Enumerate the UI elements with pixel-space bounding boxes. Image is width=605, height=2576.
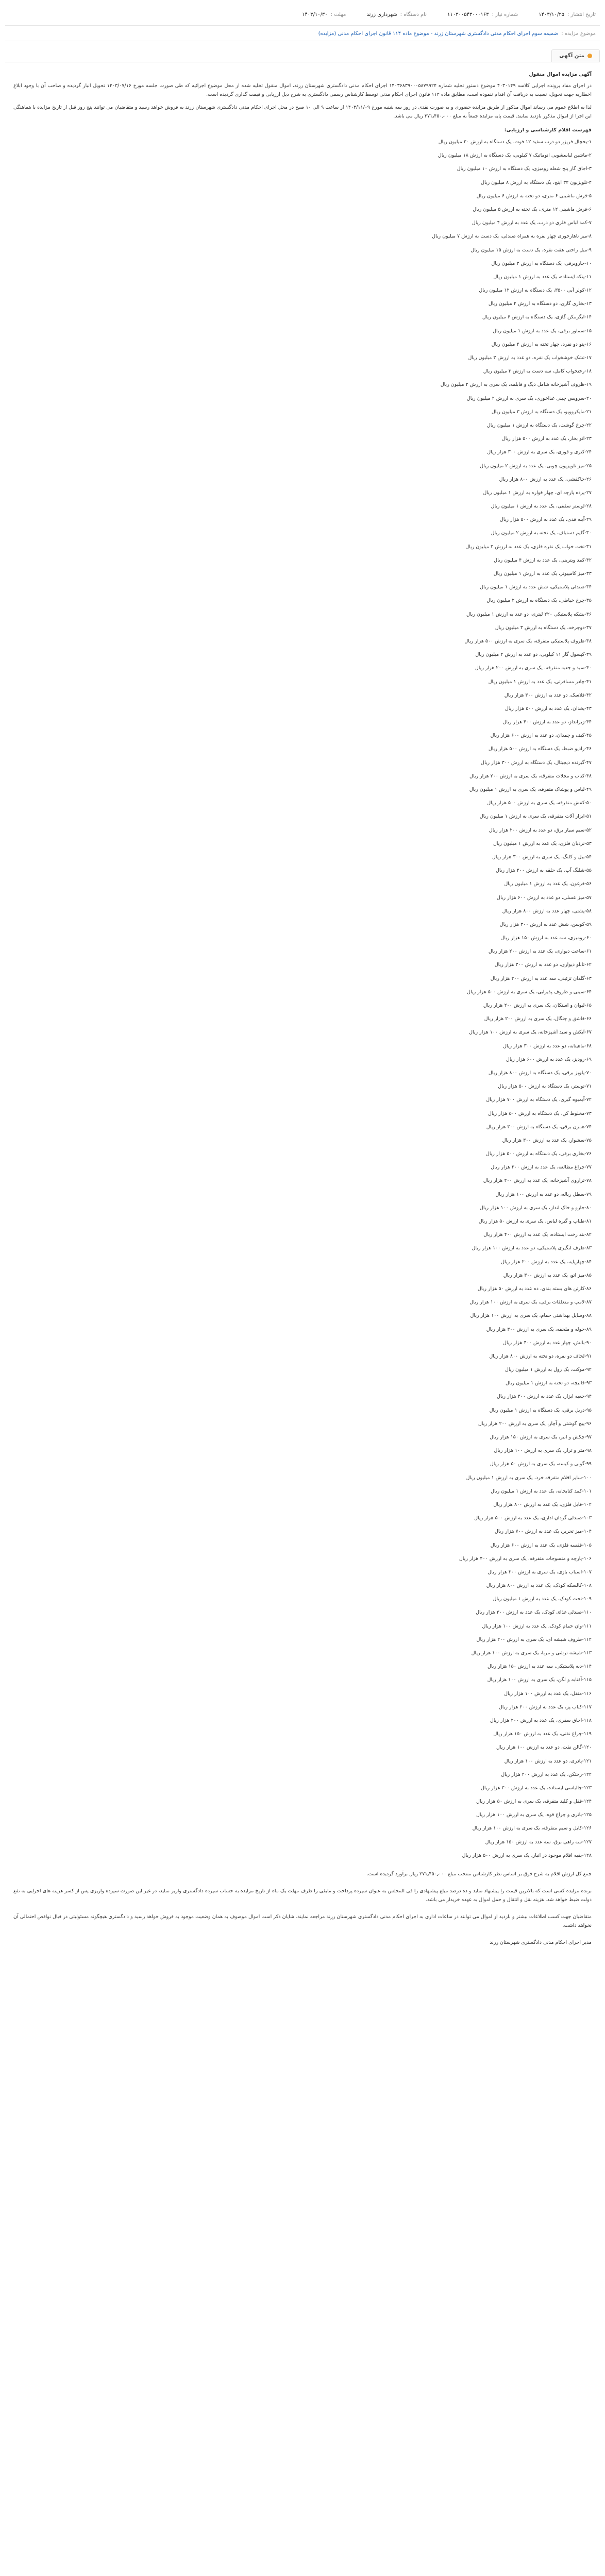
list-item: ۱۸-رختخواب کامل، سه دست به ارزش ۳ میلیون ریال	[483, 368, 592, 375]
list-item: ۱۰۲-فایل فلزی، یک عدد به ارزش ۸۰۰ هزار ریال	[493, 1501, 592, 1507]
list-item: ۷۲-آبمیوه گیری، یک دستگاه به ارزش ۷۰۰ هزار ریال	[486, 1097, 592, 1103]
ad-closing-paragraph-1: جمع کل ارزش اقلام به شرح فوق بر اساس نظر کارشناس منتخب مبلغ ۲۷۱٫۴۵۰٫۰۰۰ ریال برآورد گردیده است.	[366, 1871, 592, 1877]
list-item: ۴۴-زیرانداز، دو عدد به ارزش ۴۰۰ هزار ریال	[502, 719, 592, 725]
list-item: ۷۹-سطل زباله، دو عدد به ارزش ۱۰۰ هزار ریال	[495, 1191, 592, 1197]
ad-intro-paragraph-1: در اجرای مفاد پرونده اجرایی کلاسه ۴۰۳۰۱۴۹ موضوع دستور تخلیه شماره ۱۴۰۳۶۸۳۹۰۰۰۵۸۷۹۹۲۴ اجرای احکام مدنی دادگستری شهرستان زرند، اموال منقول تخلیه شده از محل موضوع اجرائیه که طی صورت جلسه مورخ ۱۴۰۳/۰۷/۱۶ تحویل انبار گردیده و صاحب آن با وجود ابلاغ اخطاریه جهت تحویل، نسبت به دریافت آن اقدام ننموده است، مطابق ماده ۱۱۴ قانون اجرای احکام مدنی توسط کارشناس رسمی دادگستری به شرح ذیل ارزیابی و قیمت گذاری گردیده است.	[13, 83, 592, 97]
subject-row	[5, 27, 600, 41]
list-item: ۱۲۶-کابل و سیم متفرقه، یک سری به ارزش ۱۰۰ هزار ریال	[472, 1825, 592, 1832]
list-item: ۲۰-سرویس چینی غذاخوری، یک سری به ارزش ۲ میلیون ریال	[466, 395, 592, 401]
list-item: ۳-اجاق گاز پنج شعله رومیزی، یک دستگاه به ارزش ۱۰ میلیون ریال	[457, 166, 592, 172]
list-item: ۵۸-پشتی، چهار عدد به ارزش ۸۰۰ هزار ریال	[502, 908, 592, 914]
list-item: ۶۸-ماهیتابه، دو عدد به ارزش ۳۰۰ هزار ریال	[503, 1043, 592, 1049]
ad-content	[5, 62, 600, 1971]
list-item: ۹۶-پیچ گوشتی و آچار، یک سری به ارزش ۲۰۰ هزار ریال	[478, 1420, 592, 1427]
list-item: ۲۸-لوستر سقفی، یک عدد به ارزش ۱ میلیون ریال	[491, 503, 592, 510]
list-item: ۳۶-بشکه پلاستیکی ۲۲۰ لیتری، دو عدد به ارزش ۱ میلیون ریال	[466, 611, 592, 617]
list-item: ۴۰-سبد و جعبه متفرقه، یک سری به ارزش ۲۰۰ هزار ریال	[475, 665, 592, 671]
list-item: ۸۰-جارو و خاک انداز، یک سری به ارزش ۱۰۰ هزار ریال	[480, 1205, 592, 1211]
publish-date	[539, 12, 596, 18]
bullet-icon	[587, 54, 592, 58]
tab-row	[5, 49, 600, 62]
list-item: ۷۶-بخاری برقی، یک دستگاه به ارزش ۵۰۰ هزار ریال	[485, 1151, 592, 1157]
list-item: ۱۵-سماور برقی، یک عدد به ارزش ۱ میلیون ریال	[493, 328, 592, 334]
list-item: ۱۱۱-وان حمام کودک، یک عدد به ارزش ۱۰۰ هزار ریال	[482, 1623, 592, 1629]
list-item: ۱۱۶-منقل، یک عدد به ارزش ۱۰۰ هزار ریال	[504, 1690, 592, 1697]
list-item: ۶۵-لیوان و استکان، یک سری به ارزش ۲۰۰ هزار ریال	[483, 1003, 592, 1008]
list-item: ۶۶-قاشق و چنگال، یک سری به ارزش ۲۰۰ هزار ریال	[484, 1016, 592, 1022]
list-item: ۳۹-کپسول گاز ۱۱ کیلویی، دو عدد به ارزش ۲ میلیون ریال	[475, 652, 592, 658]
list-item: ۳۳-میز کامپیوتر، یک عدد به ارزش ۱ میلیون ریال	[493, 571, 592, 577]
list-item: ۱۱۵-آفتابه و لگن، یک سری به ارزش ۱۰۰ هزار ریال	[487, 1677, 592, 1683]
list-item: ۱-یخچال فریزر دو درب سفید ۱۲ فوت، یک دستگاه به ارزش ۲۰ میلیون ریال	[438, 139, 592, 145]
list-item: ۱۰۹-تخت کودک، یک عدد به ارزش ۱ میلیون ریال	[493, 1596, 592, 1602]
list-item: ۱۲۱-پادری، دو عدد به ارزش ۱۰۰ هزار ریال	[504, 1758, 592, 1764]
request-number	[447, 12, 518, 18]
list-item: ۹۳-قالیچه، دو تخته به ارزش ۱ میلیون ریال	[506, 1380, 592, 1386]
list-item: ۸۹-حوله و ملحفه، یک سری به ارزش ۳۰۰ هزار ریال	[486, 1326, 592, 1332]
list-item: ۷۳-مخلوط کن، یک دستگاه به ارزش ۵۰۰ هزار ریال	[488, 1110, 592, 1116]
list-item: ۱۴-آبگرمکن گازی، یک دستگاه به ارزش ۶ میلیون ریال	[482, 314, 592, 320]
organization-value: شهرداری زرند	[366, 12, 397, 18]
list-item: ۳۵-چرخ خیاطی، یک دستگاه به ارزش ۲ میلیون ریال	[486, 598, 592, 604]
list-item: ۱۲۸-بقیه اقلام موجود در انبار، یک سری به ارزش ۵۰۰ هزار ریال	[462, 1852, 592, 1858]
list-item: ۷۴-همزن برقی، یک دستگاه به ارزش ۳۰۰ هزار ریال	[486, 1124, 592, 1130]
list-item: ۶-فرش ماشینی ۱۲ متری، یک تخته به ارزش ۵ میلیون ریال	[473, 206, 592, 212]
subject-value[interactable]: ضمیمه سوم اجرای احکام مدنی دادگستری شهرستان زرند - موضوع ماده ۱۱۴ قانون اجرای احکام مدنی (مزایده)	[318, 31, 559, 37]
list-item: ۹-مبل راحتی هفت نفره، یک دست به ارزش ۱۵ میلیون ریال	[470, 247, 592, 253]
list-item: ۲۷-پرده پارچه ای، چهار قواره به ارزش ۱ میلیون ریال	[483, 489, 592, 496]
list-item: ۱۹-ظروف آشپزخانه شامل دیگ و قابلمه، یک سری به ارزش ۲ میلیون ریال	[440, 382, 592, 388]
list-item: ۵۹-کوسن، شش عدد به ارزش ۳۰۰ هزار ریال	[499, 921, 592, 927]
request-number-value: ۱۱۰۳۰۰۵۴۳۰۰۰۱۶۳	[447, 12, 489, 18]
list-item: ۶۹-زودپز، یک عدد به ارزش ۶۰۰ هزار ریال	[506, 1056, 592, 1062]
list-item: ۹۴-جعبه ابزار، یک عدد به ارزش ۳۰۰ هزار ریال	[496, 1394, 592, 1400]
list-item: ۶۷-آبکش و سبد آشپزخانه، یک سری به ارزش ۱۰۰ هزار ریال	[469, 1029, 592, 1036]
ad-signature: مدیر اجرای احکام مدنی دادگستری شهرستان زرند	[490, 1940, 592, 1945]
list-item: ۱۱۹-چراغ نفتی، یک عدد به ارزش ۱۵۰ هزار ریال	[493, 1731, 592, 1737]
list-item: ۴۵-کیف و چمدان، دو عدد به ارزش ۶۰۰ هزار ریال	[490, 733, 592, 739]
list-item: ۴۹-لباس و پوشاک متفرقه، یک سری به ارزش ۱ میلیون ریال	[469, 787, 592, 792]
list-item: ۴-تلویزیون ۳۲ اینچ، یک دستگاه به ارزش ۸ میلیون ریال	[481, 179, 592, 185]
list-item: ۷۵-سشوار، یک عدد به ارزش ۳۰۰ هزار ریال	[502, 1137, 592, 1143]
list-item: ۱۲۲-رختکن، یک عدد به ارزش ۲۰۰ هزار ریال	[501, 1771, 592, 1777]
list-item: ۱۲۰-گالن نفت، دو عدد به ارزش ۱۰۰ هزار ریال	[496, 1744, 592, 1751]
list-item: ۱۲۵-باتری و چراغ قوه، یک سری به ارزش ۱۰۰ هزار ریال	[476, 1812, 592, 1818]
list-item: ۹۰-بالش، چهار عدد به ارزش ۴۰۰ هزار ریال	[503, 1340, 592, 1346]
publish-date-label: تاریخ انتشار :	[567, 12, 596, 18]
list-item: ۱۶-پتو دو نفره، چهار تخته به ارزش ۲ میلیون ریال	[491, 341, 592, 347]
list-item: ۶۲-تابلو دیواری، دو عدد به ارزش ۳۰۰ هزار ریال	[494, 962, 592, 968]
list-item: ۳۸-ظروف پلاستیکی متفرقه، یک سری به ارزش ۵۰۰ هزار ریال	[464, 638, 592, 644]
list-item: ۱۲۳-جالباسی ایستاده، یک عدد به ارزش ۳۰۰ هزار ریال	[481, 1785, 592, 1791]
list-item: ۵۱-ابزار آلات متفرقه، یک سری به ارزش ۱ میلیون ریال	[479, 814, 592, 820]
list-item: ۸۷-لامپ و متعلقات برقی، یک سری به ارزش ۱۰۰ هزار ریال	[469, 1299, 592, 1306]
list-item: ۱۰۰-سایر اقلام متفرقه خرد، یک سری به ارزش ۱ میلیون ریال	[466, 1475, 592, 1481]
list-item: ۹۵-دریل برقی، یک دستگاه به ارزش ۱ میلیون ریال	[489, 1407, 592, 1413]
subject-label: موضوع مزایده :	[561, 31, 596, 37]
list-item: ۷۸-ترازوی آشپزخانه، یک عدد به ارزش ۲۰۰ هزار ریال	[483, 1178, 592, 1184]
list-item: ۲۳-اتو بخار، یک عدد به ارزش ۵۰۰ هزار ریال	[501, 436, 592, 442]
list-item: ۹۹-گونی و کیسه، یک سری به ارزش ۵۰ هزار ریال	[490, 1461, 592, 1467]
list-item: ۱۰۵-قفسه فلزی، یک عدد به ارزش ۶۰۰ هزار ریال	[490, 1542, 592, 1548]
list-item: ۴۶-رادیو ضبط، یک دستگاه به ارزش ۵۰۰ هزار ریال	[488, 746, 592, 752]
list-item: ۸۶-کارتن های بسته بندی، ده عدد به ارزش ۵۰ هزار ریال	[477, 1285, 592, 1292]
list-item: ۱۰۶-پارچه و منسوجات متفرقه، یک سری به ارزش ۴۰۰ هزار ریال	[459, 1555, 592, 1562]
list-item: ۳۰-گلیم دستباف، یک تخته به ارزش ۲ میلیون ریال	[491, 530, 592, 536]
list-item: ۸۸-وسایل بهداشتی حمام، یک سری به ارزش ۱۰۰ هزار ریال	[470, 1313, 592, 1319]
list-item: ۱۰۱-کمد کتابخانه، یک عدد به ارزش ۱ میلیون ریال	[491, 1488, 592, 1494]
list-item: ۸۲-بند رخت ایستاده، یک عدد به ارزش ۴۰۰ هزار ریال	[483, 1232, 592, 1238]
list-item: ۵۷-میز عسلی، دو عدد به ارزش ۶۰۰ هزار ریال	[497, 894, 592, 901]
list-item: ۲۵-میز تلویزیون چوبی، یک عدد به ارزش ۲ میلیون ریال	[480, 463, 592, 469]
list-item: ۲۶-جاکفشی، یک عدد به ارزش ۸۰۰ هزار ریال	[499, 476, 592, 482]
organization	[366, 12, 427, 18]
list-item: ۹۱-لحاف دو نفره، دو تخته به ارزش ۸۰۰ هزار ریال	[489, 1353, 592, 1359]
list-item: ۴۷-گیرنده دیجیتال، یک دستگاه به ارزش ۳۰۰ هزار ریال	[481, 759, 592, 766]
list-item: ۴۸-کتاب و مجلات متفرقه، یک سری به ارزش ۲۰۰ هزار ریال	[469, 773, 592, 779]
list-item: ۸-میز ناهارخوری چهار نفره به همراه صندلی، یک دست به ارزش ۷ میلیون ریال	[432, 233, 592, 240]
list-item: ۱۰۳-صندلی گردان اداری، یک عدد به ارزش ۵۰۰ هزار ریال	[474, 1515, 592, 1521]
list-item: ۱۰۷-اسباب بازی، یک سری به ارزش ۳۰۰ هزار ریال	[488, 1569, 592, 1575]
list-item: ۸۳-ظرف آبگیری پلاستیکی، دو عدد به ارزش ۱۰۰ هزار ریال	[472, 1245, 592, 1251]
list-item: ۱۰-جاروبرقی، یک دستگاه به ارزش ۳ میلیون ریال	[491, 260, 592, 266]
deadline	[302, 12, 346, 18]
list-item: ۱۱۲-ظروف شیشه ای، یک سری به ارزش ۲۰۰ هزار ریال	[476, 1636, 592, 1642]
list-item: ۱۳-بخاری گازی، دو دستگاه به ارزش ۴ میلیون ریال	[488, 301, 592, 307]
list-item: ۳۴-صندلی پلاستیکی، شش عدد به ارزش ۱ میلیون ریال	[480, 584, 592, 590]
list-item: ۱۰۸-کالسکه کودک، یک عدد به ارزش ۸۰۰ هزار ریال	[486, 1583, 592, 1589]
list-item: ۵۴-بیل و کلنگ، یک سری به ارزش ۳۰۰ هزار ریال	[492, 854, 592, 860]
list-item: ۱۰۴-میز تحریر، یک عدد به ارزش ۷۰۰ هزار ریال	[494, 1529, 592, 1535]
list-item: ۵۲-سیم سیار برق، دو عدد به ارزش ۲۰۰ هزار ریال	[489, 827, 592, 833]
ad-greeting: آگهی مزایده اموال منقول	[529, 72, 592, 77]
list-item: ۲-ماشین لباسشویی اتوماتیک ۷ کیلویی، یک دستگاه به ارزش ۱۸ میلیون ریال	[438, 152, 592, 159]
organization-label: نام دستگاه :	[400, 12, 427, 18]
list-item: ۵۳-نردبان فلزی، یک عدد به ارزش ۱ میلیون ریال	[493, 840, 592, 846]
list-item: ۷۱-توستر، یک دستگاه به ارزش ۵۰۰ هزار ریال	[498, 1083, 592, 1090]
meta-bar	[5, 4, 600, 26]
list-item: ۷-کمد لباس فلزی دو درب، یک عدد به ارزش ۴ میلیون ریال	[472, 220, 592, 226]
list-item: ۱۱۴-دبه پلاستیکی، سه عدد به ارزش ۱۵۰ هزار ریال	[487, 1664, 592, 1670]
list-item: ۶۰-رومیزی، سه عدد به ارزش ۱۵۰ هزار ریال	[500, 935, 592, 941]
ad-closing-paragraph-2: برنده مزایده کسی است که بالاترین قیمت را پیشنهاد نماید و ده درصد مبلغ پیشنهادی را فی المجلس به عنوان سپرده پرداخت و مابقی را ظرف مهلت یک ماه از تاریخ مزایده به حساب سپرده دادگستری واریز نماید، در غیر این صورت سپرده واریزی پس از کسر هزینه های اجرایی به نفع دولت ضبط خواهد شد. هزینه نقل و انتقال و حمل اموال به عهده خریدار می باشد.	[13, 1888, 592, 1903]
request-number-label: شماره نیاز :	[492, 12, 518, 18]
list-item: ۱۲۷-سه راهی برق، سه عدد به ارزش ۱۵۰ هزار ریال	[485, 1839, 592, 1845]
ad-intro-paragraph-2: لذا به اطلاع عموم می رساند اموال مذکور از طریق مزایده حضوری و به صورت نقدی در روز سه شنبه مورخ ۱۴۰۳/۱۱/۰۹ از ساعت ۹ الی ۱۰ صبح در محل اجرای احکام مدنی دادگستری شهرستان زرند به فروش خواهد رسید و متقاضیان می توانند پنج روز قبل از تاریخ مزایده با هماهنگی این اجرا از اموال مذکور بازدید نمایند. قیمت پایه مزایده جمعاً به مبلغ ۲۷۱٫۴۵۰٫۰۰۰ ریال می باشد.	[13, 105, 592, 119]
list-item: ۱۱۸-اجاق سفری، یک عدد به ارزش ۲۰۰ هزار ریال	[490, 1717, 592, 1723]
publish-date-value: ۱۴۰۳/۱۰/۲۵	[539, 12, 564, 18]
deadline-label: مهلت :	[330, 12, 346, 18]
list-item: ۶۱-ساعت دیواری، یک عدد به ارزش ۲۰۰ هزار ریال	[488, 948, 592, 955]
list-item: ۵۵-شلنگ آب، یک حلقه به ارزش ۲۰۰ هزار ریال	[496, 868, 592, 874]
list-item: ۷۷-چراغ مطالعه، یک عدد به ارزش ۲۰۰ هزار ریال	[491, 1164, 592, 1171]
list-item: ۴۳-یخدان، یک عدد به ارزش ۵۰۰ هزار ریال	[505, 705, 592, 711]
deadline-value: ۱۴۰۳/۱۰/۳۰	[301, 12, 328, 18]
list-item: ۲۴-کتری و قوری، یک سری به ارزش ۳۰۰ هزار ریال	[487, 449, 592, 455]
list-item: ۴۱-چادر مسافرتی، یک عدد به ارزش ۱ میلیون ریال	[488, 679, 592, 685]
list-item: ۹۷-چکش و انبر، یک سری به ارزش ۱۵۰ هزار ریال	[490, 1434, 592, 1440]
tab-ad-text-label: متن آگهی	[559, 53, 584, 59]
ad-closing-paragraph-3: متقاضیان جهت کسب اطلاعات بیشتر و بازدید از اموال می توانند در ساعات اداری به اجرای احکام مدنی دادگستری شهرستان زرند مراجعه نمایند. شایان ذکر است اموال موصوف به همان وضعیت موجود به فروش خواهد رسید و دادگستری هیچگونه مسئولیتی در قبال نواقص احتمالی آن نخواهد داشت.	[13, 1914, 592, 1928]
list-item: ۲۲-چرخ گوشت، یک دستگاه به ارزش ۱ میلیون ریال	[486, 422, 592, 428]
tab-ad-text[interactable]	[551, 49, 600, 62]
list-item: ۱۲-کولر آبی ۳۵۰۰، یک دستگاه به ارزش ۱۲ میلیون ریال	[479, 287, 592, 294]
list-item: ۹۸-متر و تراز، یک سری به ارزش ۱۰۰ هزار ریال	[494, 1448, 592, 1454]
items-heading: فهرست اقلام کارشناسی و ارزیابی:	[504, 127, 592, 133]
list-item: ۶۴-سینی و ظروف پذیرایی، یک سری به ارزش ۵۰۰ هزار ریال	[467, 989, 592, 995]
list-item: ۱۱۰-صندلی غذای کودک، یک عدد به ارزش ۳۰۰ هزار ریال	[476, 1609, 592, 1616]
list-item: ۵۶-فرغون، یک عدد به ارزش ۱ میلیون ریال	[504, 881, 592, 887]
list-item: ۴۲-فلاسک، دو عدد به ارزش ۳۰۰ هزار ریال	[504, 692, 592, 698]
list-item: ۲۱-مایکروویو، یک دستگاه به ارزش ۳ میلیون ریال	[491, 409, 592, 415]
list-item: ۸۵-میز اتو، یک عدد به ارزش ۳۰۰ هزار ریال	[503, 1272, 592, 1278]
list-item: ۵-فرش ماشینی ۶ متری، دو تخته به ارزش ۶ میلیون ریال	[476, 193, 592, 199]
ad-closing	[13, 1870, 592, 1947]
list-item: ۷۰-پلوپز برقی، یک دستگاه به ارزش ۸۰۰ هزار ریال	[488, 1070, 592, 1076]
list-item: ۱۷-تشک خوشخواب یک نفره، دو عدد به ارزش ۳ میلیون ریال	[468, 355, 592, 361]
list-item: ۶۳-گلدان تزئینی، سه عدد به ارزش ۲۰۰ هزار ریال	[490, 975, 592, 981]
items-list	[13, 135, 592, 1862]
list-item: ۳۲-کمد ویترینی، یک عدد به ارزش ۴ میلیون ریال	[494, 557, 592, 563]
list-item: ۳۷-دوچرخه، یک دستگاه به ارزش ۳ میلیون ریال	[495, 624, 592, 631]
list-item: ۸۱-طناب و گیره لباس، یک سری به ارزش ۵۰ هزار ریال	[478, 1218, 592, 1224]
list-item: ۱۲۴-قفل و کلید متفرقه، یک سری به ارزش ۵۰ هزار ریال	[476, 1799, 592, 1805]
list-item: ۲۹-آینه قدی، یک عدد به ارزش ۵۰۰ هزار ریال	[499, 517, 592, 523]
list-item: ۱۱۳-شیشه ترشی و مربا، یک سری به ارزش ۱۰۰ هزار ریال	[471, 1650, 592, 1656]
list-item: ۱۱-پنکه ایستاده، یک عدد به ارزش ۱ میلیون ریال	[493, 274, 592, 280]
list-item: ۳۱-تخت خواب یک نفره فلزی، یک عدد به ارزش ۳ میلیون ریال	[465, 544, 592, 550]
list-item: ۵۰-کفش متفرقه، یک سری به ارزش ۵۰۰ هزار ریال	[487, 800, 592, 806]
list-item: ۱۱۷-کباب پز، یک عدد به ارزش ۲۰۰ هزار ریال	[498, 1704, 592, 1710]
list-item: ۸۴-چهارپایه، یک عدد به ارزش ۲۰۰ هزار ریال	[501, 1259, 592, 1265]
list-item: ۹۲-موکت، یک رول به ارزش ۱ میلیون ریال	[505, 1367, 592, 1373]
